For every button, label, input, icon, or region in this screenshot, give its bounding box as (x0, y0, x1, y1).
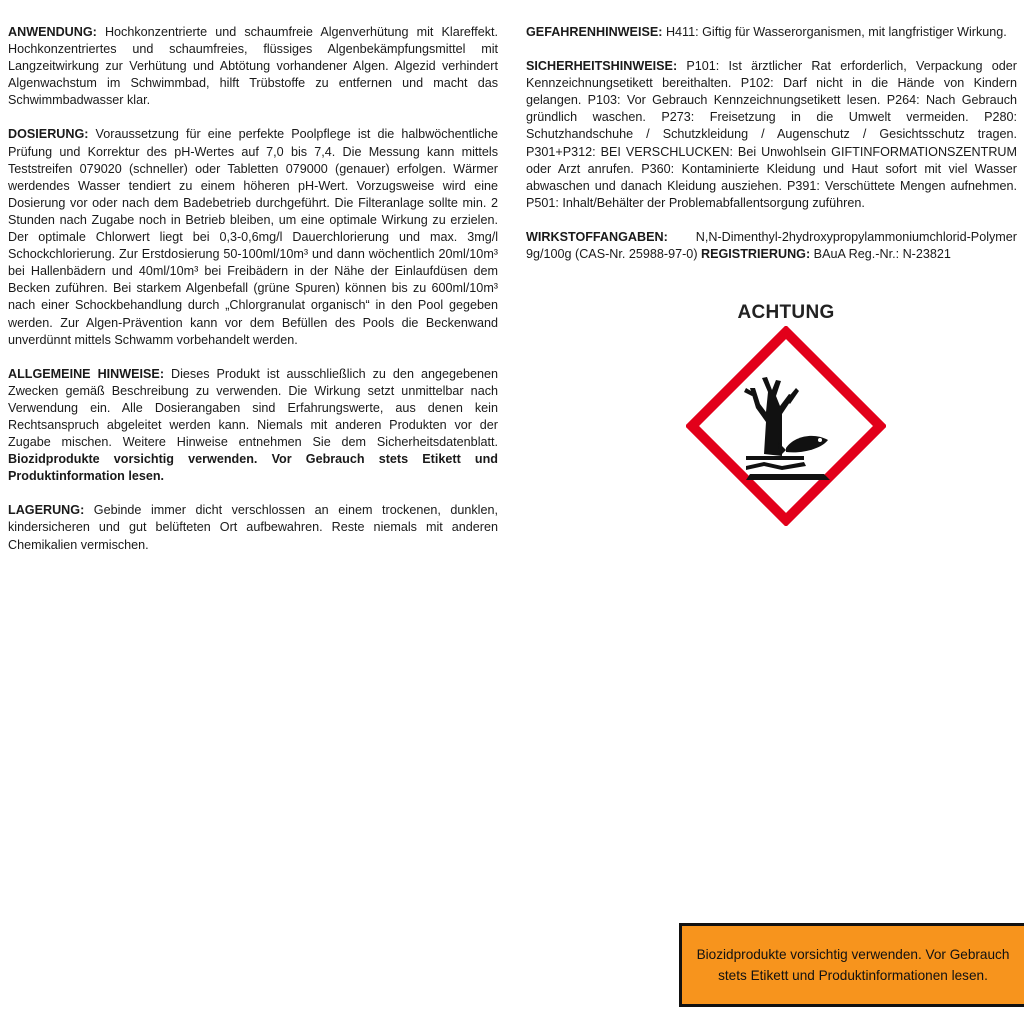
section-text: Hochkonzentrierte und schaumfreie Algenverhütung mit Klareffekt. Hochkonzentriertes und schaumfreies, flüssiges Algenbekämpfungsmittel mit Langzeitwirkung zur Verhütung und Abtötung vorhandener Algen. Algezid verhindert Algenwachstum im Schwimmbad, hilft Trübstoffe zu entfernen und macht das Schwimmbadwasser klar. (8, 25, 498, 108)
environment-hazard-icon (686, 326, 886, 526)
section-heading: ALLGEMEINE HINWEISE: (8, 366, 165, 381)
right-column (526, 24, 1021, 280)
section-heading: LAGERUNG: (8, 503, 85, 518)
warning-text: Biozidprodukte vorsichtig verwenden. Vor Gebrauch stets Etikett und Produktinformationen lesen. (696, 947, 1010, 983)
section-heading: ANWENDUNG: (8, 25, 97, 39)
section-bold-note: Biozidprodukte vorsichtig verwenden. Vor Gebrauch stets Etikett und Produktinformation lesen. (8, 452, 498, 484)
section-anwendung (8, 24, 498, 109)
section-heading: SICHERHEITSHINWEISE: (526, 59, 678, 74)
section-text: Dieses Produkt ist ausschließlich zu den angegebenen Zwecken gemäß Beschreibung zu verwenden. Die Wirkung setzt unmittelbar nach Verwendung ein. Alle Dosierangaben sind Erfahrungswerte, aus denen kein Rechtsanspruch abgeleitet werden kann. Niemals mit anderen Produkten vor der Zugabe mischen. Weitere Hinweise entnehmen Sie dem Sicherheitsdatenblatt. (8, 366, 498, 450)
section-dosierung (8, 126, 498, 348)
section-lagerung (8, 502, 498, 553)
section-text: H411: Giftig für Wasserorganismen, mit langfristiger Wirkung. (662, 25, 1007, 39)
section-wirkstoffangaben (526, 229, 1021, 263)
section-gefahrenhinweise (526, 24, 1017, 41)
left-column (8, 24, 498, 571)
section-text: N,N-Dimenthyl-2hydroxypropylammoniumchlorid-Polymer 9g/100g (CAS-Nr. 25988-97-0) (526, 229, 1021, 262)
section-heading: DOSIERUNG: (8, 127, 89, 142)
section-heading: GEFAHRENHINWEISE: (526, 25, 663, 39)
signal-word: ACHTUNG (737, 302, 835, 323)
ghs-pictogram (683, 302, 889, 532)
biocide-warning-box (679, 923, 1024, 1007)
section-heading: WIRKSTOFFANGABEN: (526, 229, 668, 244)
section-heading-registrierung: REGISTRIERUNG: (701, 247, 811, 262)
section-sicherheitshinweise (526, 58, 1017, 212)
section-text-registrierung: BAuA Reg.-Nr.: N-23821 (810, 247, 951, 262)
section-text: P101: Ist ärztlicher Rat erforderlich, Verpackung oder Kennzeichnungsetikett bereithalten. P102: Darf nicht in die Hände von Kindern gelangen. P103: Vor Gebrauch Kennzeichnungsetikett lesen. P264: Nach Gebrauch gründlich waschen. P273: Freisetzung in die Umwelt vermeiden. P280: Schutzhandschuhe / Schutzkleidung / Augenschutz / Gesichtsschutz tragen. P301+P312: BEI VERSCHLUCKEN: Bei Unwohlsein GIFTINFORMATIONSZENTRUM oder Arzt anrufen. P360: Kontaminierte Kleidung und Haut sofort mit viel Wasser abwaschen und danach Kleidung ausziehen. P391: Verschüttete Mengen aufnehmen. P501: Inhalt/Behälter der Problemabfallentsorgung zuführen. (526, 59, 1017, 210)
section-allgemeine-hinweise (8, 366, 498, 486)
section-text: Gebinde immer dicht verschlossen an einem trockenen, dunklen, kindersicheren und gut belüfteten Ort aufbewahren. Reste niemals mit anderen Chemikalien vermischen. (8, 503, 498, 552)
section-text: Voraussetzung für eine perfekte Poolpflege ist die halbwöchentliche Prüfung und Korrektur des pH-Wertes auf 7,0 bis 7,4. Die Messung kann mittels Teststreifen 079020 (schneller) oder Tabletten 079000 (genauer) erfolgen. Wärmer werdendes Wasser tendiert zu einem höheren pH-Wert. Vorzugsweise wird eine Dosierung vor oder nach dem Badebetrieb durchgeführt. Die Filteranlage sollte min. 2 Stunden nach Zugabe noch in Betrieb bleiben, um eine optimale Wirkung zu erzielen. Der optimale Chlorwert liegt bei 0,3-0,6mg/l Dauerchlorierung und max. 3mg/l Schockchlorierung. Zur Erstdosierung 50-100ml/10m³ und dann wöchentlich 20ml/10m³ bei Hallenbädern und 40ml/10m³ bei Freibädern in der Nähe der Einlaufdüsen dem Becken zuführen. Bei starkem Algenbefall (grüne Spuren) können bis zu 600ml/10m³ nach einer Schockbehandlung durch „Chlorgranulat organisch“ in den Pool gegeben werden. Zur Algen-Prävention kann vor dem Befüllen des Pools die Beckenwand unverdünnt mittels Schwamm vorbehandelt werden. (8, 127, 498, 347)
